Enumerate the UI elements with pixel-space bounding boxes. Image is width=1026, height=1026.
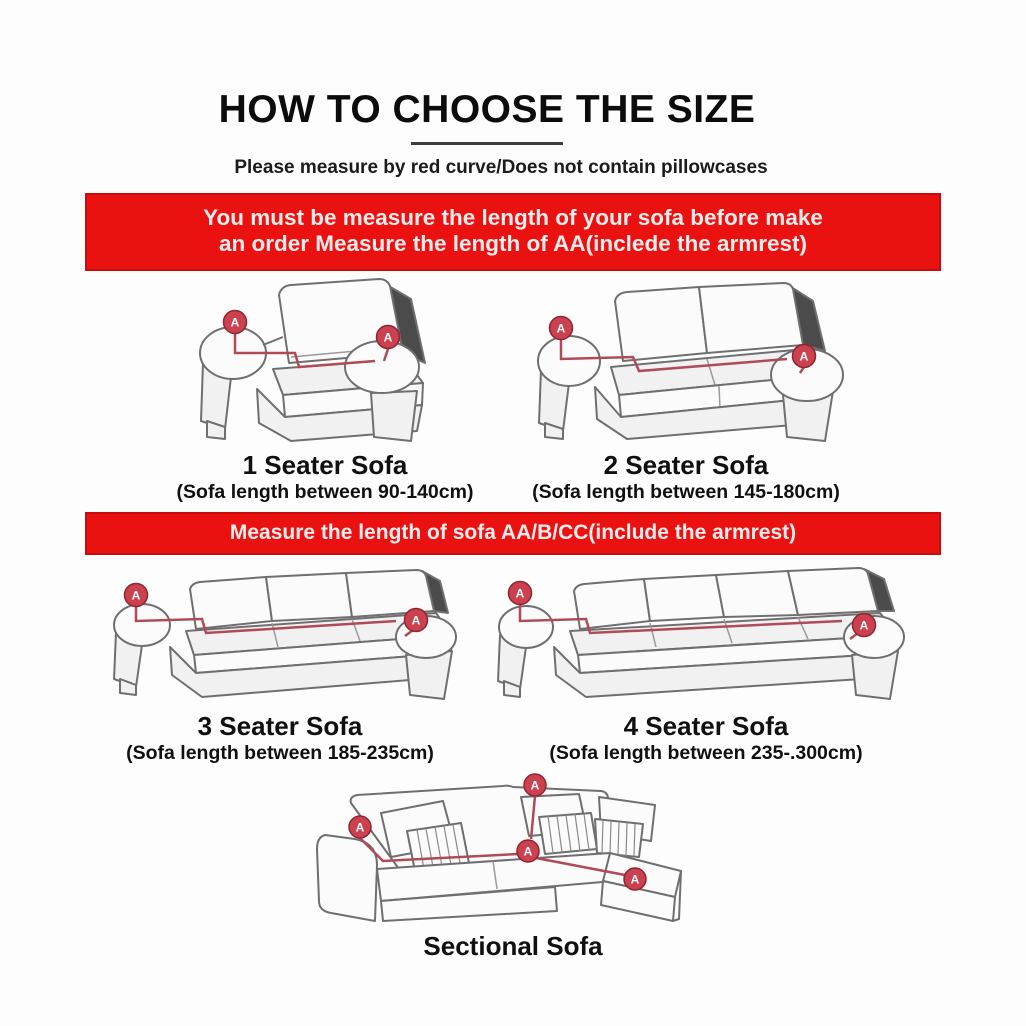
one-seater-label: 1 Seater Sofa [242, 450, 408, 480]
svg-text:A: A [556, 321, 566, 336]
svg-text:A: A [411, 613, 421, 628]
banner-top-line2: an order Measure the length of AA(inclede the armrest) [218, 231, 808, 256]
four-seater-size-range: (Sofa length between 235-.300cm) [549, 742, 863, 764]
measure-marker-a-top [524, 774, 546, 796]
three-seater-label: 3 Seater Sofa [197, 711, 363, 741]
measure-instruction-banner-middle [85, 512, 941, 555]
measure-marker-a-right [853, 614, 876, 637]
measure-marker-a-left [125, 584, 148, 607]
svg-text:A: A [230, 315, 240, 330]
sectional-cell [303, 769, 723, 962]
svg-text:A: A [383, 330, 393, 345]
svg-text:A: A [859, 618, 869, 633]
svg-text:A: A [630, 872, 640, 887]
svg-text:A: A [799, 349, 809, 364]
measure-marker-a-left [224, 311, 247, 334]
three-seater-sofa-illustration [100, 559, 460, 709]
four-seater-label: 4 Seater Sofa [623, 711, 789, 741]
sofa-row-2 [100, 559, 926, 765]
two-seater-sofa-illustration [521, 273, 851, 448]
two-seater-size-range: (Sofa length between 145-180cm) [532, 481, 840, 503]
one-seater-cell [175, 273, 475, 504]
measure-marker-a-right [377, 326, 400, 349]
page-subtitle: Please measure by red curve/Does not contain pillowcases [234, 157, 768, 178]
four-seater-cell [486, 559, 926, 765]
three-seater-cell [100, 559, 460, 765]
measure-marker-a-corner [517, 840, 539, 862]
measure-marker-a-left [509, 582, 532, 605]
sectional-label: Sectional Sofa [423, 931, 603, 961]
banner-middle-text: Measure the length of sofa AA/B/CC(include the armrest) [229, 521, 797, 544]
page-title: HOW TO CHOOSE THE SIZE [218, 88, 756, 131]
svg-text:A: A [530, 778, 540, 793]
three-seater-size-range: (Sofa length between 185-235cm) [126, 742, 434, 764]
four-seater-sofa-illustration [486, 559, 926, 709]
measure-marker-a-right [405, 609, 428, 632]
svg-text:A: A [515, 586, 525, 601]
sofa-row-1 [175, 273, 851, 504]
measure-marker-a-chaise [624, 868, 646, 890]
svg-text:A: A [523, 844, 533, 859]
measure-instruction-banner-top [85, 193, 941, 271]
measure-marker-a-right [793, 345, 816, 368]
one-seater-sofa-illustration [175, 273, 475, 448]
measure-marker-a-left [349, 816, 371, 838]
two-seater-cell [521, 273, 851, 504]
banner-top-line1: You must be measure the length of your sofa before make [203, 205, 823, 230]
svg-text:A: A [131, 588, 141, 603]
one-seater-size-range: (Sofa length between 90-140cm) [176, 481, 474, 503]
title-underline [411, 142, 563, 145]
two-seater-label: 2 Seater Sofa [603, 450, 769, 480]
measure-marker-a-left [550, 317, 573, 340]
svg-text:A: A [355, 820, 365, 835]
sectional-sofa-illustration [303, 769, 723, 929]
